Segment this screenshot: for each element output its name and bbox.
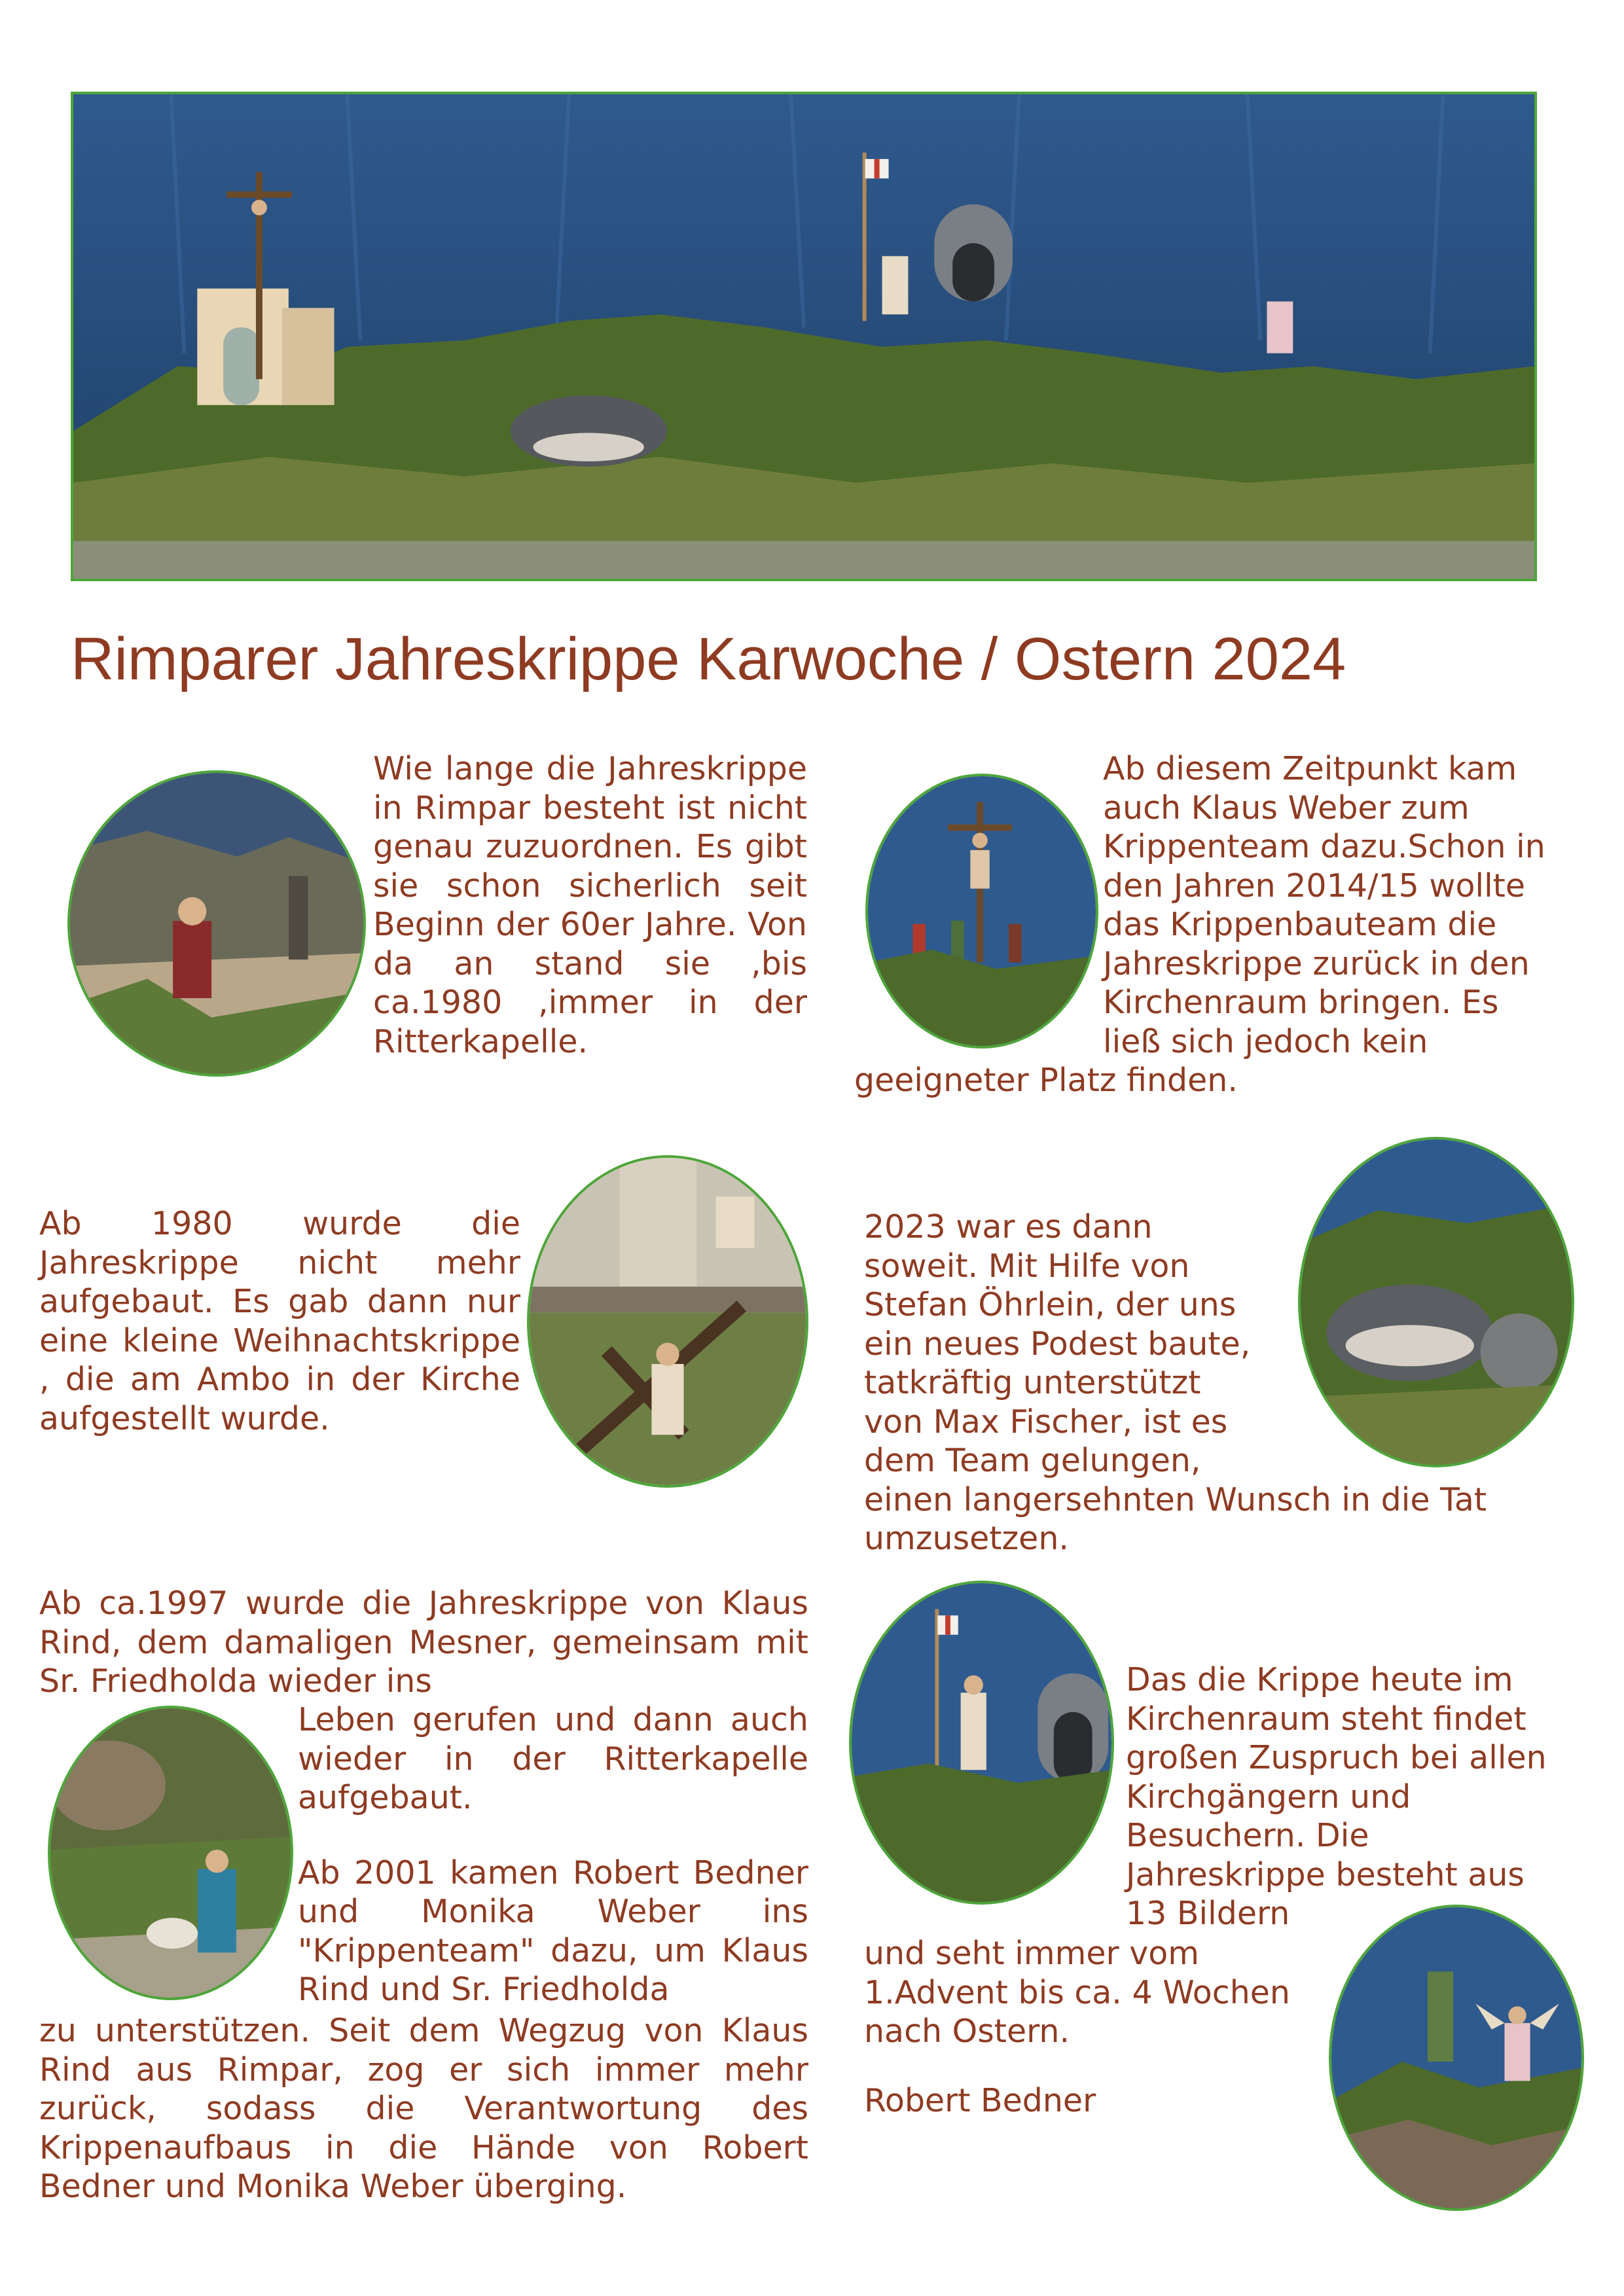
angel-graphic [1331, 1907, 1581, 2208]
p4-line: 2023 war es dann [864, 1208, 1153, 1246]
paragraph-1980: Ab 1980 wurde die Jahreskrippe nicht mehr aufgebaut. Es gab dann nur eine kleine Weihnachtskrippe , die am Ambo in der Kirche aufgestellt wurde. [39, 1205, 520, 1437]
p2-line: das Krippenbauteam die [1103, 906, 1497, 943]
panorama-scene-graphic [73, 94, 1534, 579]
photo-jesus-scene [67, 770, 366, 1077]
p2-line: geeigneter Platz finden. [854, 1062, 1238, 1099]
p7-tail-line: 1.Advent bis ca. 4 Wochen [864, 1973, 1290, 2011]
author-signature: Robert Bedner [864, 2082, 1096, 2119]
p7-line: Besuchern. Die [1126, 1817, 1369, 1854]
p4-line: dem Team gelungen, [864, 1442, 1201, 1479]
p7-line: 13 Bildern [1126, 1895, 1290, 1932]
page-title: Rimparer Jahreskrippe Karwoche / Ostern 2024 [71, 626, 1346, 692]
p7-tail-line: und seht immer vom [864, 1935, 1199, 1972]
paragraph-ritterkapelle: Leben gerufen und dann auch wieder in der Ritterkapelle aufgebaut. Ab 2001 kamen Robert Bedner und Monika Weber ins "Krippenteam" dazu, um Klaus Rind und Sr. Friedholda [298, 1701, 808, 2008]
photo-resurrection [849, 1581, 1114, 1905]
p7-tail-line: nach Ostern. [864, 2013, 1070, 2050]
jesus-scene-graphic [70, 773, 363, 1074]
paragraph-advent [864, 1934, 1335, 2051]
p4-line: umzusetzen. [864, 1520, 1069, 1557]
photo-angel [1329, 1905, 1584, 2211]
p2-line: den Jahren 2014/15 wollte [1103, 867, 1526, 905]
p2-line: Ab diesem Zeitpunkt kam [1103, 750, 1517, 787]
cross-bearing-graphic [530, 1158, 806, 1485]
p2-line: Krippenteam dazu.Schon in [1103, 828, 1545, 865]
p7-line: Jahreskrippe besteht aus [1126, 1856, 1525, 1893]
p7-line: Das die Krippe heute im [1126, 1661, 1513, 1698]
p4-line: von Max Fischer, ist es [864, 1403, 1228, 1441]
paragraph-today [1126, 1660, 1584, 1933]
p7-line: großen Zuspruch bei allen [1126, 1739, 1547, 1776]
paragraph-1997: Ab ca.1997 wurde die Jahreskrippe von Klaus Rind, dem damaligen Mesner, gemeinsam mit Sr. Friedholda wieder ins [39, 1585, 808, 1700]
p4-line: ein neues Podest baute, [864, 1325, 1251, 1363]
p4-line: tatkräftig unterstützt [864, 1364, 1201, 1401]
p4-line: Stefan Öhrlein, der uns [864, 1286, 1236, 1323]
paragraph-2001: zu unterstützen. Seit dem Wegzug von Klaus Rind aus Rimpar, zog er sich immer mehr zurück, sodass die Verantwortung des Krippenaufbaus in die Hände von Robert Bedner und Monika Weber überging. [39, 2012, 808, 2205]
banner-photo [71, 92, 1537, 581]
p2-line: Kirchenraum bringen. Es [1103, 984, 1499, 1021]
woman-sheep-graphic [50, 1708, 291, 1998]
p2-line: Jahreskrippe zurück in den [1103, 944, 1530, 982]
p2-line: ließ sich jedoch kein [1103, 1022, 1428, 1060]
paragraph-2023 [864, 1208, 1584, 1558]
p2-line: auch Klaus Weber zum [1103, 789, 1470, 827]
resurrection-graphic [852, 1583, 1111, 1902]
p7-line: Kirchgängern und [1126, 1778, 1411, 1816]
p7-line: Kirchenraum steht findet [1126, 1700, 1526, 1738]
paragraph-history-start: Wie lange die Jahreskrippe in Rimpar besteht ist nicht genau zuzuordnen. Es gibt sie schon sicherlich seit Beginn der 60er Jahre. Von da an stand sie ,bis ca.1980 ,immer in der Ritterkapelle. [373, 750, 807, 1060]
p4-line: einen langersehnten Wunsch in die Tat [864, 1480, 1487, 1518]
paragraph-klaus-weber [854, 749, 1607, 1100]
photo-woman-sheep [48, 1706, 293, 2000]
p4-line: soweit. Mit Hilfe von [864, 1247, 1190, 1285]
photo-cross-bearing [527, 1155, 808, 1488]
